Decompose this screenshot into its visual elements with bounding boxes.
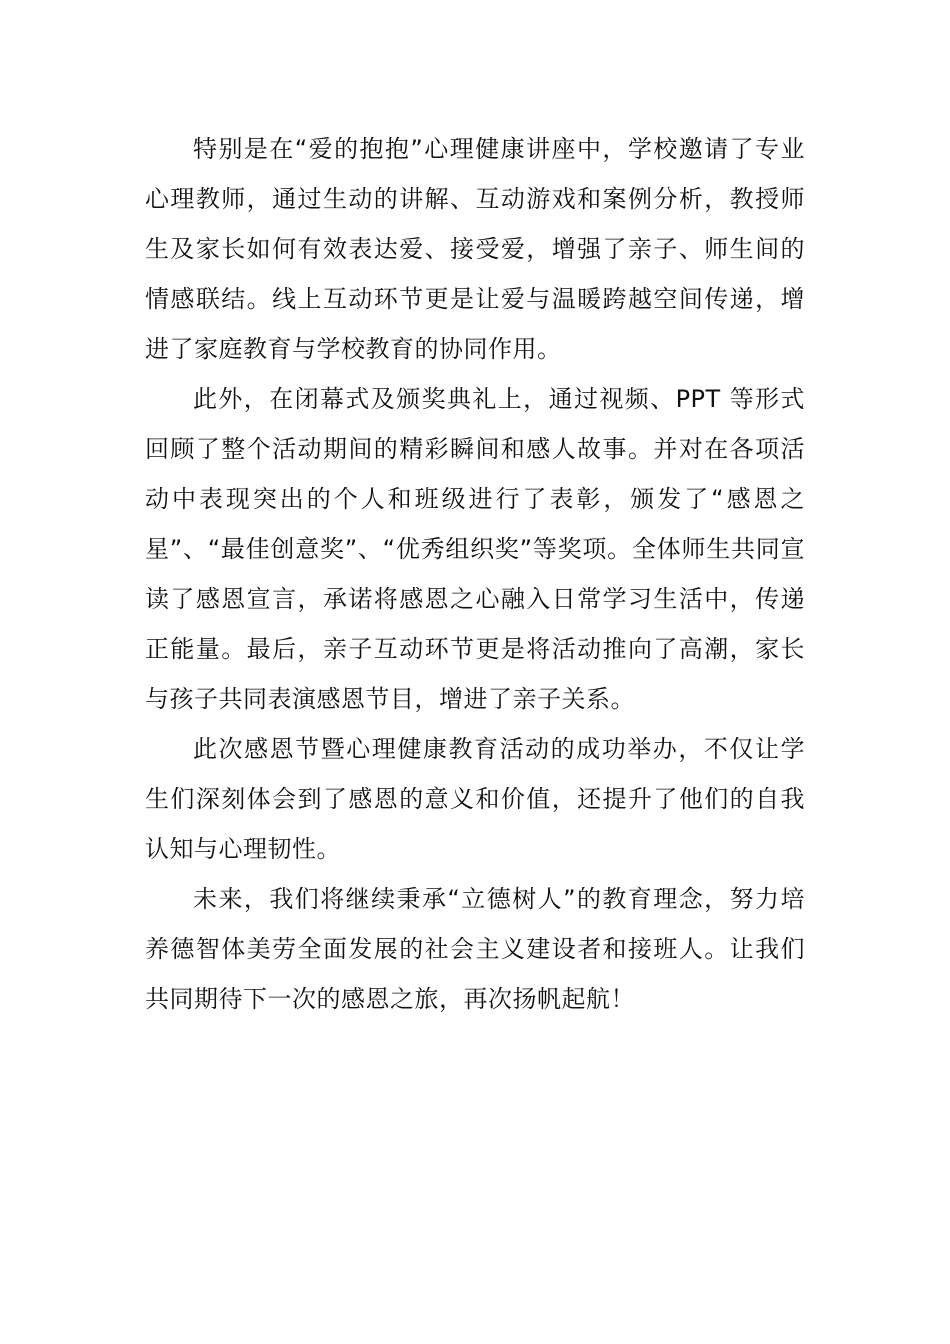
document-body: [145, 124, 805, 1024]
paragraph-closing-ceremony: 此外，在闭幕式及颁奖典礼上，通过视频、PPT 等形式回顾了整个活动期间的精彩瞬间和感人故事。并对在各项活动中表现突出的个人和班级进行了表彰，颁发了“感恩之星”、“最佳创意奖”、“优秀组织奖”等奖项。全体师生共同宣读了感恩宣言，承诺将感恩之心融入日常学习生活中，传递正能量。最后，亲子互动环节更是将活动推向了高潮，家长与孩子共同表演感恩节目，增进了亲子关系。: [145, 385, 805, 713]
paragraph-future: 未来，我们将继续秉承“立德树人”的教育理念，努力培养德智体美劳全面发展的社会主义建设者和接班人。让我们共同期待下一次的感恩之旅，再次扬帆起航！: [145, 885, 805, 1013]
paragraph-summary: 此次感恩节暨心理健康教育活动的成功举办，不仅让学生们深刻体会到了感恩的意义和价值，还提升了他们的自我认知与心理韧性。: [145, 735, 805, 863]
paragraph-lecture: 特别是在“爱的抱抱”心理健康讲座中，学校邀请了专业心理教师，通过生动的讲解、互动游戏和案例分析，教授师生及家长如何有效表达爱、接受爱，增强了亲子、师生间的情感联结。线上互动环节更是让爱与温暖跨越空间传递，增进了家庭教育与学校教育的协同作用。: [145, 135, 805, 363]
